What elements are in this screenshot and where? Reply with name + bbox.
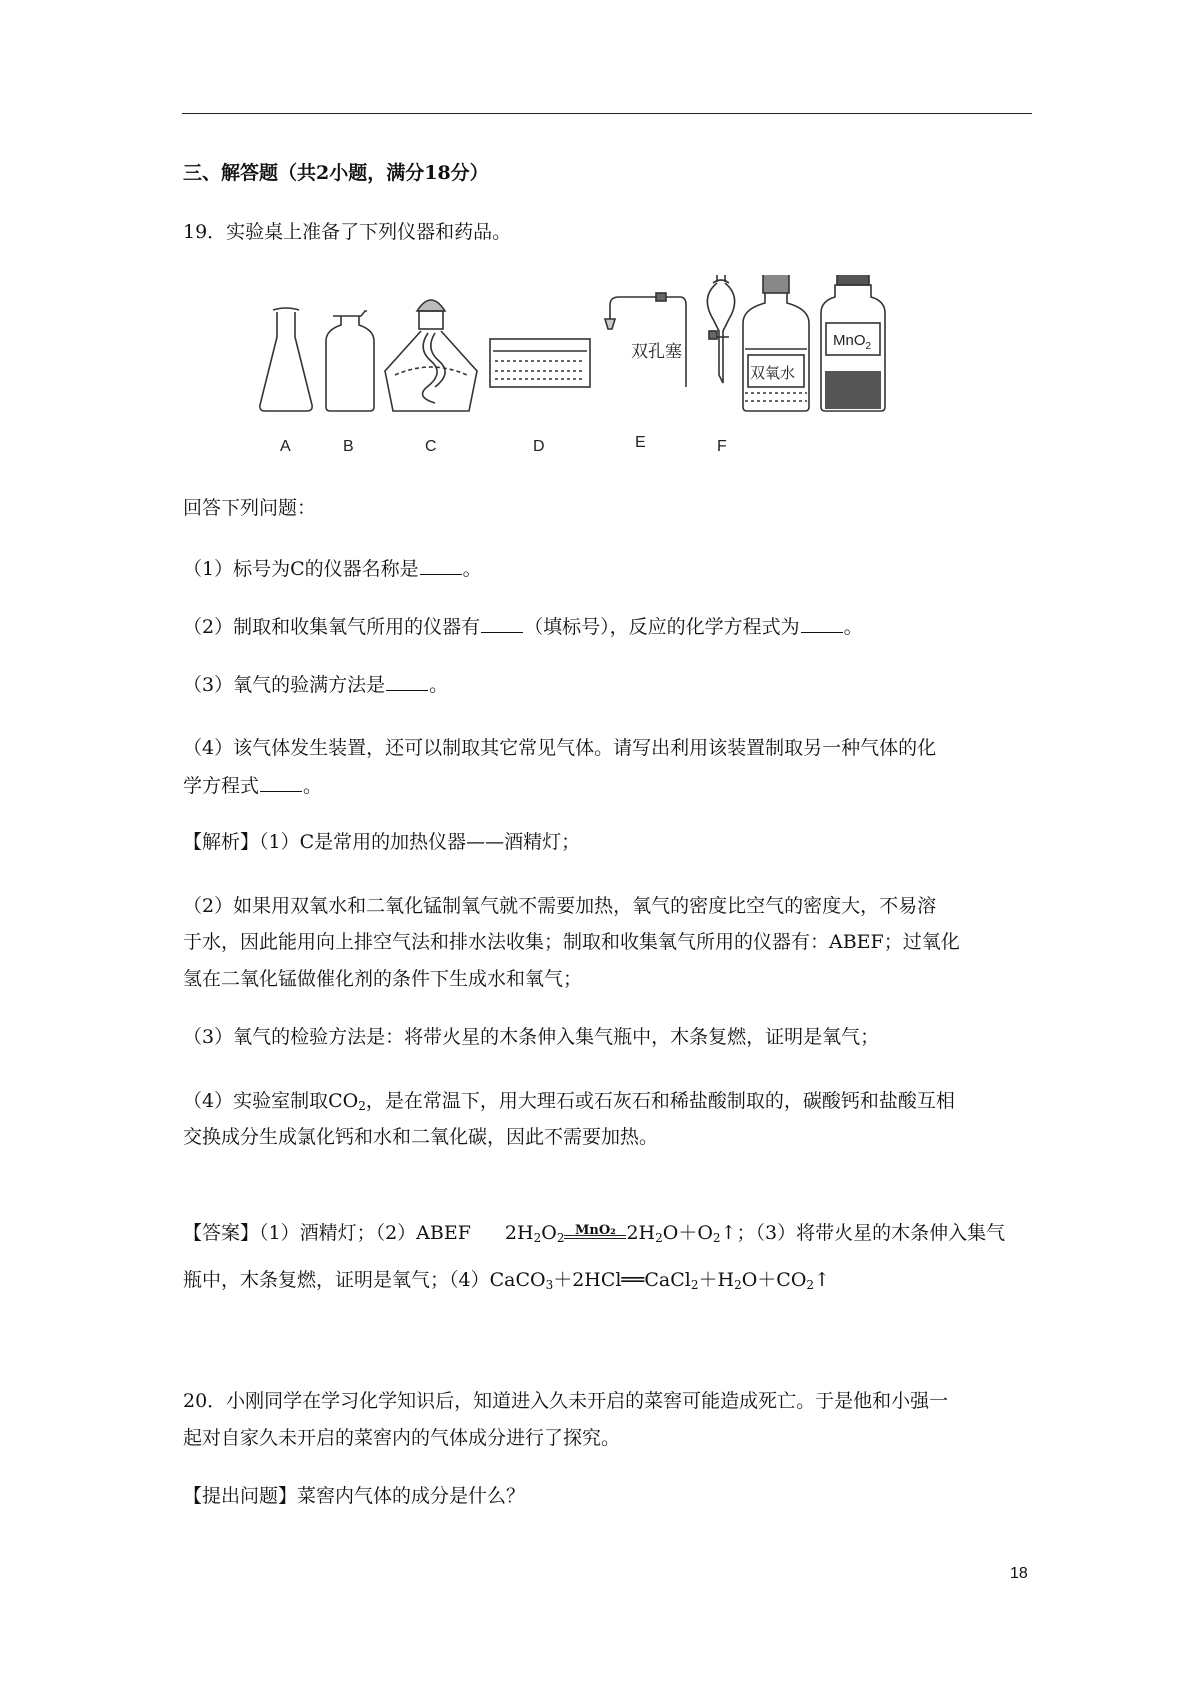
q19-sub1: （1）标号为C的仪器名称是 。: [183, 554, 482, 582]
analysis-p4-l2: 交换成分生成氯化钙和水和二氧化碳，因此不需要加热。: [183, 1126, 659, 1148]
label-d: D: [533, 438, 545, 455]
section-title: 三、解答题（共2小题，满分18分）: [183, 162, 489, 184]
water-trough-d: [490, 339, 590, 387]
analysis-p2-l3: 氢在二氧化锰做催化剂的条件下生成水和氧气；: [183, 968, 583, 990]
gas-collecting-bottle-b: [326, 311, 374, 411]
label-b: B: [343, 438, 354, 455]
header-rule: [182, 113, 1032, 114]
h2o2-tag: 双氧水: [750, 364, 796, 382]
separatory-funnel-f: [707, 275, 734, 383]
answer-blank: [801, 612, 843, 633]
conical-flask-a: [260, 308, 312, 411]
page-number: 18: [1010, 1565, 1028, 1582]
analysis-p1: 【解析】（1）C是常用的加热仪器——酒精灯；: [183, 831, 581, 853]
apparatus-figure: [255, 275, 955, 455]
reaction-condition: MnO₂: [564, 1233, 626, 1239]
label-e: E: [635, 434, 646, 451]
q19-sub4-line2: 学方程式 。: [183, 771, 322, 799]
q19-sub2: （2）制取和收集氧气所用的仪器有 （填标号），反应的化学方程式为 。: [183, 612, 863, 640]
q20-line2: 起对自家久未开启的菜窖内的气体成分进行了探究。: [183, 1427, 621, 1449]
answer-blank: [420, 554, 462, 575]
answer-line1: 【答案】（1）酒精灯；（2）ABEF $2H_2O_2$ MnO₂ $2H_2O+O_2↑$；（3）将带火星的木条伸入集气: [183, 1222, 1006, 1245]
analysis-p3: （3）氧气的检验方法是：将带火星的木条伸入集气瓶中，木条复燃，证明是氧气；: [183, 1026, 880, 1048]
q19-sub4-line1: （4）该气体发生装置，还可以制取其它常见气体。请写出利用该装置制取另一种气体的化: [183, 737, 937, 759]
analysis-p2-l2: 于水，因此能用向上排空气法和排水法收集；制取和收集氧气所用的仪器有：ABEF；过氧化: [183, 931, 960, 953]
analysis-p4-l1: （4）实验室制取$CO_2$，是在常温下，用大理石或石灰石和稀盐酸制取的，碳酸钙和盐酸互相: [183, 1090, 955, 1113]
stopper-tag: 双孔塞: [631, 342, 682, 362]
hydrogen-peroxide-bottle: [743, 275, 809, 411]
two-hole-stopper-e: [605, 293, 686, 387]
q19-prompt: 回答下列问题：: [183, 497, 317, 519]
label-c: C: [425, 438, 437, 455]
answer-line2: 瓶中，木条复燃，证明是氧气；$(4)CaCO_3+2HCl══CaCl_2+H_2O+CO_2↑$: [183, 1269, 830, 1292]
mno2-tag: MnO$_2$: [833, 332, 872, 352]
label-f: F: [717, 438, 727, 455]
q20-line1: 20．小刚同学在学习化学知识后，知道进入久未开启的菜窖可能造成死亡。于是他和小强一: [183, 1390, 949, 1412]
q19-stem: 19．实验桌上准备了下列仪器和药品。: [183, 221, 512, 243]
label-a: A: [280, 438, 291, 455]
answer-blank: [481, 612, 523, 633]
alcohol-lamp-c: [385, 300, 477, 411]
answer-blank: [386, 670, 428, 691]
analysis-p2-l1: （2）如果用双氧水和二氧化锰制氧气就不需要加热，氧气的密度比空气的密度大，不易溶: [183, 895, 937, 917]
answer-blank: [260, 771, 302, 792]
q19-sub3: （3）氧气的验满方法是 。: [183, 670, 448, 698]
q20-question: 【提出问题】菜窖内气体的成分是什么？: [183, 1485, 526, 1507]
